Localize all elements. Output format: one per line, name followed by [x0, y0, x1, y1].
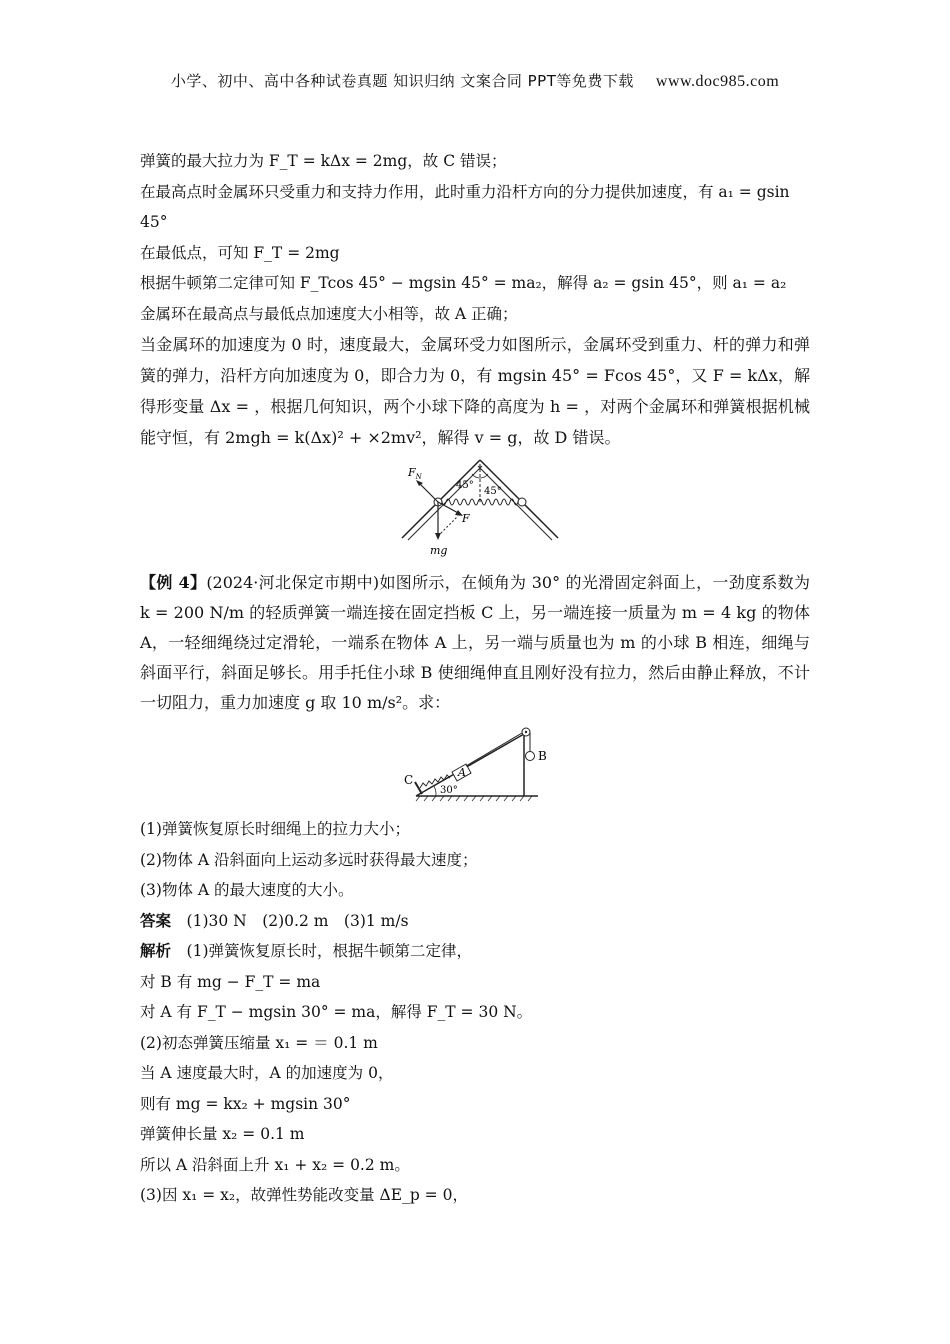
solution-line: 在最高点时金属环只受重力和支持力作用，此时重力沿杆方向的分力提供加速度，有 a₁ = gsin 45° — [140, 182, 790, 231]
right-rod-inner — [478, 466, 552, 540]
ball-b — [526, 752, 535, 761]
fn-label: $F_N$ — [408, 466, 422, 481]
component-dash — [438, 516, 458, 536]
analysis-line: 对 A 有 F_T − mgsin 30° = ma，解得 F_T = 30 N。 — [140, 1003, 533, 1021]
answer-text: (1)30 N (2)0.2 m (3)1 m/s — [186, 911, 409, 930]
mg-label: mg — [430, 544, 448, 557]
analysis-line: (3)因 x₁ = x₂，故弹性势能改变量 ΔE_p = 0， — [140, 1186, 468, 1204]
a-label: A — [458, 766, 466, 779]
solution-part1 — [140, 146, 810, 453]
analysis-line: 所以 A 沿斜面上升 x₁ + x₂ = 0.2 m。 — [140, 1155, 410, 1174]
answer-label: 答案 — [140, 910, 172, 930]
analysis-line: 弹簧伸长量 x₂ = 0.1 m — [140, 1125, 305, 1143]
question-1: (1)弹簧恢复原长时细绳上的拉力大小； — [140, 820, 410, 838]
analysis-line — [140, 936, 810, 967]
incline-surface — [416, 734, 524, 796]
example-4-paragraph — [140, 568, 810, 718]
question-3: (3)物体 A 的最大速度的大小。 — [140, 881, 354, 899]
example-source: (2024·河北保定市期中) — [206, 573, 380, 592]
angle-label: 30° — [440, 785, 458, 796]
page-header — [0, 70, 950, 91]
answer-line — [140, 906, 810, 937]
header-text: 小学、初中、高中各种试卷真题 知识归纳 文案合同 PPT等免费下载 — [170, 72, 634, 90]
solution-line: 金属环在最高点与最低点加速度大小相等，故 A 正确； — [140, 304, 518, 323]
ring-spring-figure — [398, 458, 563, 558]
question-2: (2)物体 A 沿斜面向上运动多远时获得最大速度； — [140, 850, 478, 869]
right-ring — [518, 498, 526, 506]
analysis-line: (2)初态弹簧压缩量 x₁ = ＝ 0.1 m — [140, 1033, 378, 1052]
gravity-head — [435, 533, 441, 540]
analysis-line: 对 B 有 mg − F_T = ma — [140, 972, 321, 991]
solution-line: 在最低点，可知 F_T = 2mg — [140, 243, 340, 262]
stopper — [415, 782, 422, 794]
angle-label-2: 45° — [484, 486, 502, 497]
incline-figure — [396, 722, 556, 804]
c-label: C — [404, 773, 414, 787]
angle-label-1: 45° — [456, 480, 474, 491]
example-tag: 【例 4】 — [140, 573, 207, 592]
angle-arc — [434, 786, 436, 796]
analysis-line: 则有 mg = kx₂ + mgsin 30° — [140, 1094, 351, 1113]
f-label: F — [462, 512, 470, 525]
analysis-label: 解析 — [140, 941, 172, 960]
example-4 — [140, 568, 810, 718]
solution-line: 根据牛顿第二定律可知 F_Tcos 45° − mgsin 45° = ma₂，解得 a₂ = gsin 45°，则 a₁ = a₂ — [140, 274, 787, 292]
pulley-axle — [525, 731, 527, 733]
solution-line: 当金属环的加速度为 0 时，速度最大，金属环受力如图所示，金属环受到重力、杆的弹力和弹簧的弹力，沿杆方向加速度为 0，即合力为 0，有 mgsin 45° = Fcos 45°，又 F = kΔx，解得形变量 Δx = ，根据几何知识，两个小球下降的高度为 h = ，对两个金属环和弹簧根据机械能守恒，有 2mgh = k(Δx)² + ×2mv²，解得 v = g，故 D 错误。 — [140, 335, 810, 447]
analysis-first: (1)弹簧恢复原长时，根据牛顿第二定律， — [186, 942, 472, 960]
analysis-line: 当 A 速度最大时，A 的加速度为 0， — [140, 1064, 394, 1082]
b-label: B — [538, 749, 547, 763]
example-text: 如图所示，在倾角为 30° 的光滑固定斜面上，一劲度系数为 k = 200 N/m 的轻质弹簧一端连接在固定挡板 C 上，另一端连接一质量为 m = 4 kg 的物体 A，一轻细绳绕过定滑轮，一端系在物体 A 上，另一端与质量也为 m 的小球 B 相连，细绳与斜面平行，斜面足够长。用手托住小球 B 使细绳伸直且刚好没有拉力，然后由静止释放，不计一切阻力，重力加速度 g 取 10 m/s²。求： — [140, 573, 810, 712]
header-site: www.doc985.com — [655, 73, 780, 90]
rope — [466, 733, 522, 766]
questions — [140, 814, 810, 1211]
normal-force-arrow — [418, 482, 438, 502]
solution-line: 弹簧的最大拉力为 F_T = kΔx = 2mg，故 C 错误； — [140, 152, 507, 170]
